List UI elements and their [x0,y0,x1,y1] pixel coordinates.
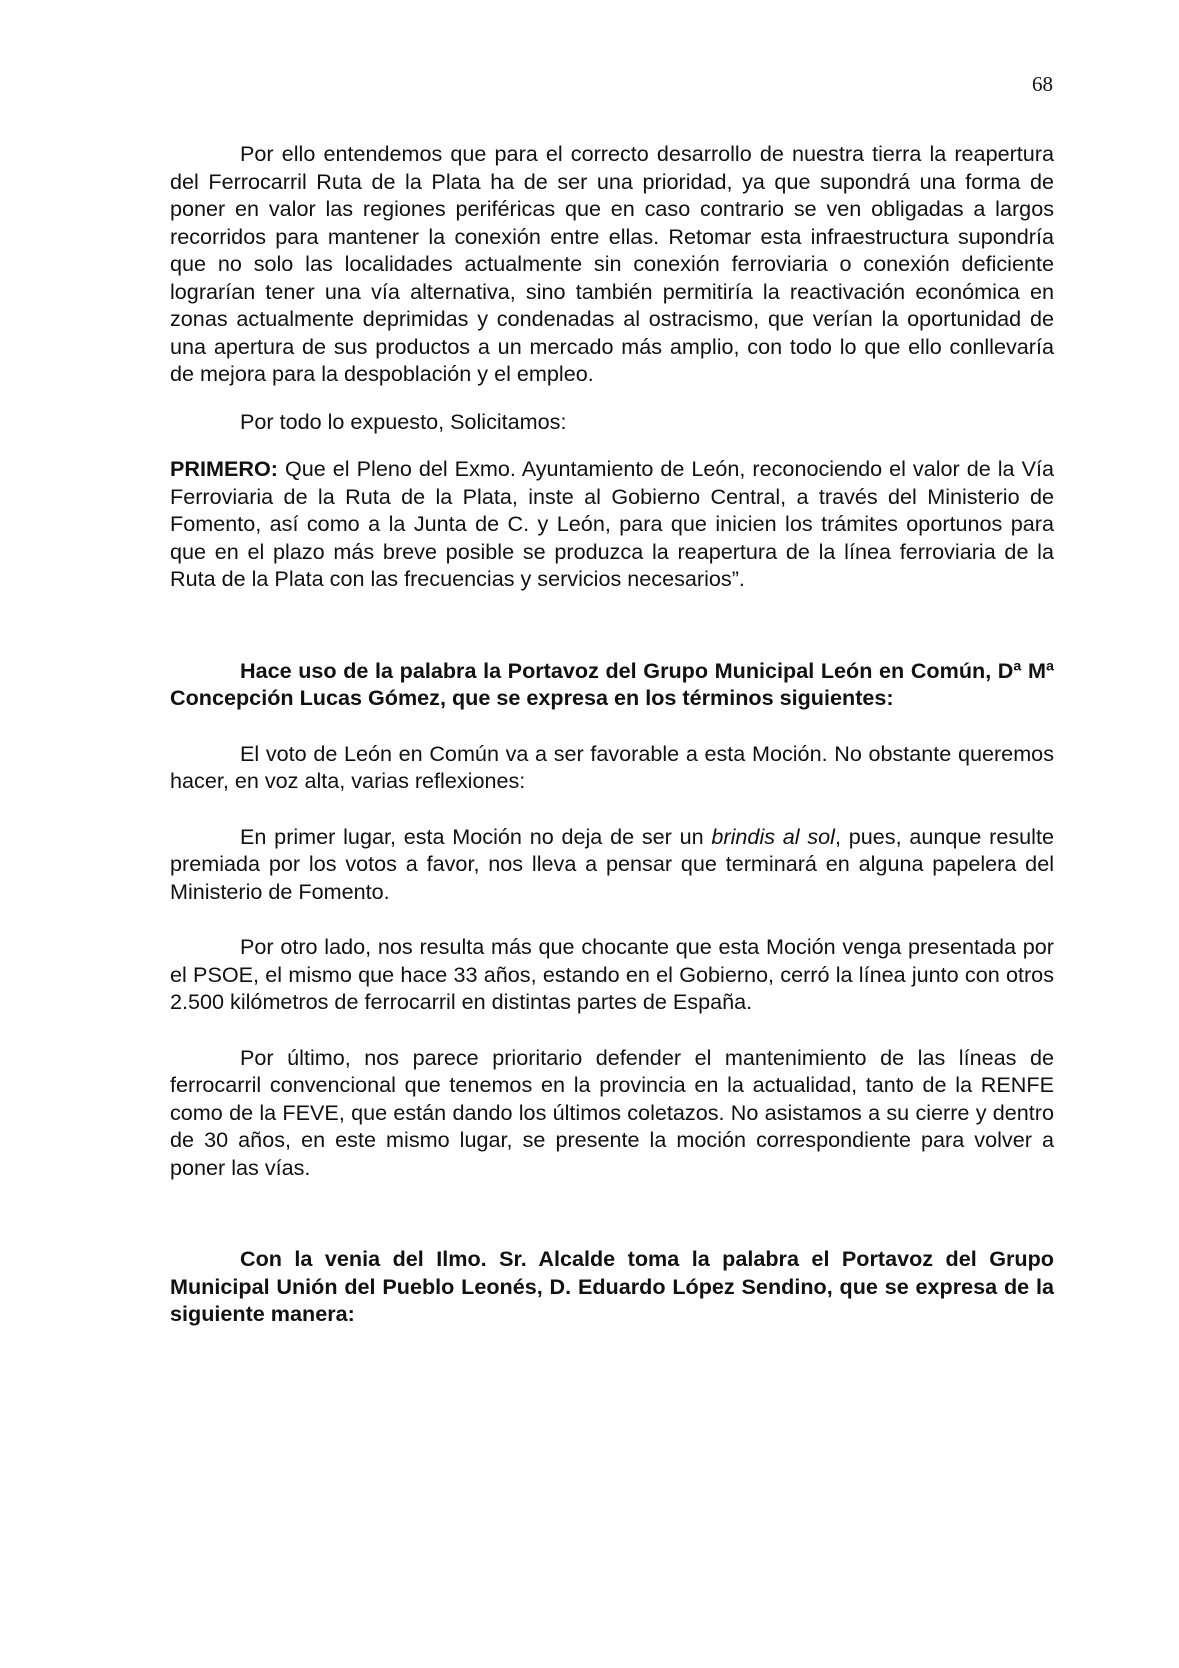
first-point-before: En primer lugar, esta Moción no deja de ser un [240,823,712,849]
primero-label: PRIMERO: [170,456,278,481]
paragraph-railway-importance: Por ello entendemos que para el correcto desarrollo de nuestra tierra la reapertura del Ferrocarril Ruta de la Plata ha de ser una prioridad, ya que supondrá una forma de poner en valor las regiones periféricas que en caso contrario se ven obligadas a largos recorridos para mantener la conexión entre ellas. Retomar esta infraestructura supondría que no solo las localidades actualmente sin conexión ferroviaria o conexión deficiente lograrían tener una vía alternativa, sino también permitiría la reactivación económica en zonas actualmente deprimidas y condenadas al ostracismo, que verían la oportunidad de una apertura de sus productos a un mercado más amplio, con todo lo que ello conllevaría de mejora para la despoblación y el empleo. [170,141,1054,386]
paragraph-first-point [170,823,1054,906]
first-point-italic: brindis al sol [711,823,835,849]
paragraph-psoe-point: Por otro lado, nos resulta más que chocante que esta Moción venga presentada por el PSOE, el mismo que hace 33 años, estando en el Gobierno, cerró la línea junto con otros 2.500 kilómetros de ferrocarril en distintas partes de España. [170,934,1054,1014]
paragraph-last-point: Por último, nos parece prioritario defender el mantenimiento de las líneas de ferrocarril convencional que tenemos en la provincia en la actualidad, tanto de la RENFE como de la FEVE, que están dando los últimos coletazos. No asistamos a su cierre y dentro de 30 años, en este mismo lugar, se presente la moción correspondiente para volver a poner las vías. [170,1044,1054,1180]
document-body [170,140,1054,1328]
first-point-after: , pues, aunque resulte premiada por los votos a favor, nos lleva a pensar que terminará en alguna papelera del Ministerio de Fomento. [170,823,1054,904]
paragraph-primero [170,455,1054,593]
paragraph-request-intro: Por todo lo expuesto, Solicitamos: [240,408,567,434]
paragraph-vote-favorable: El voto de León en Común va a ser favorable a esta Moción. No obstante queremos hacer, en voz alta, varias reflexiones: [170,740,1054,793]
primero-text: Que el Pleno del Exmo. Ayuntamiento de León, reconociendo el valor de la Vía Ferroviaria de la Ruta de la Plata, inste al Gobierno Central, a través del Ministerio de Fomento, así como a la Junta de C. y León, para que inicien los trámites oportunos para que en el plazo más breve posible se produzca la reapertura de la línea ferroviaria de la Ruta de la Plata con las frecuencias y servicios necesarios”. [170,456,1054,591]
page-number: 68 [1032,72,1053,96]
speaker-heading-upl: Con la venia del Ilmo. Sr. Alcalde toma la palabra el Portavoz del Grupo Municipal Unión del Pueblo Leonés, D. Eduardo López Sendino, que se expresa de la siguiente manera: [170,1246,1054,1326]
speaker-heading-leon-en-comun: Hace uso de la palabra la Portavoz del Grupo Municipal León en Común, Dª Mª Concepción Lucas Gómez, que se expresa en los términos siguientes: [170,657,1054,710]
